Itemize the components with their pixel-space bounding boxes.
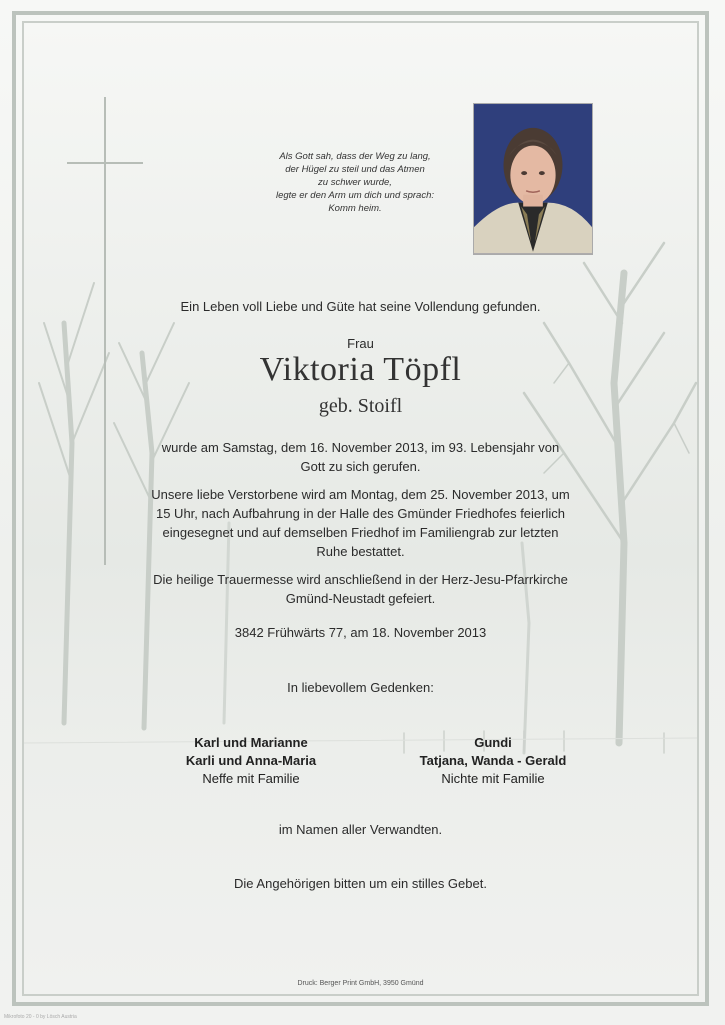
death-notice-line: wurde am Samstag, dem 16. November 2013, im 93. Lebensjahr von	[161, 440, 560, 455]
funeral-line: Ruhe bestattet.	[316, 544, 405, 559]
poem	[250, 150, 460, 215]
prayer-text: Die Angehörigen bitten um ein stilles Gebet.	[234, 876, 487, 891]
death-notice-line: Gott zu sich gerufen.	[300, 459, 421, 474]
portrait-photo	[473, 103, 593, 255]
mass-line: Die heilige Trauermesse wird anschließend in der Herz-Jesu-Pfarrkirche	[153, 572, 568, 587]
maiden-name: geb. Stoifl	[318, 395, 403, 417]
poem-line: Komm heim.	[328, 203, 382, 214]
mass-details	[24, 570, 697, 608]
funeral-line: 15 Uhr, nach Aufbahrung in der Halle des Gmünder Friedhofes feierlich	[155, 506, 565, 521]
cross-icon-horizontal	[67, 162, 143, 164]
mass-line: Gmünd-Neustadt gefeiert.	[285, 591, 436, 606]
printer-credit: Druck: Berger Print GmbH, 3950 Gmünd	[297, 980, 424, 987]
mourner-names: Tatjana, Wanda - Gerald	[419, 753, 567, 768]
funeral-details	[24, 485, 697, 561]
mourner-relation: Neffe mit Familie	[202, 771, 300, 786]
relatives-text: im Namen aller Verwandten.	[278, 822, 443, 837]
poem-line: zu schwer wurde,	[318, 177, 392, 188]
mourner-names: Karli und Anna-Maria	[185, 753, 317, 768]
funeral-line: eingesegnet und auf demselben Friedhof im Familiengrab zur letzten	[162, 525, 559, 540]
poem-line: der Hügel zu steil und das Atmen	[285, 164, 425, 175]
memory-heading: In liebevollem Gedenken:	[287, 680, 434, 695]
margin-note: Mikrofoto 20 - 0 by Lösch Austria	[4, 1014, 77, 1020]
deceased-name: Viktoria Töpfl	[259, 351, 462, 388]
death-notice	[24, 438, 697, 476]
intro-text: Ein Leben voll Liebe und Güte hat seine Vollendung gefunden.	[180, 299, 541, 314]
mourners-left	[141, 734, 361, 788]
mourner-names: Gundi	[474, 735, 512, 750]
salutation: Frau	[347, 336, 374, 351]
poem-line: Als Gott sah, dass der Weg zu lang,	[279, 151, 431, 162]
portrait-icon	[474, 104, 592, 254]
mourner-relation: Nichte mit Familie	[441, 771, 545, 786]
place-date: 3842 Frühwärts 77, am 18. November 2013	[234, 625, 487, 640]
mourner-names: Karl und Marianne	[194, 735, 308, 750]
poem-line: legte er den Arm um dich und sprach:	[275, 190, 435, 201]
mourners-right	[383, 734, 603, 788]
funeral-line: Unsere liebe Verstorbene wird am Montag, dem 25. November 2013, um	[151, 487, 570, 502]
